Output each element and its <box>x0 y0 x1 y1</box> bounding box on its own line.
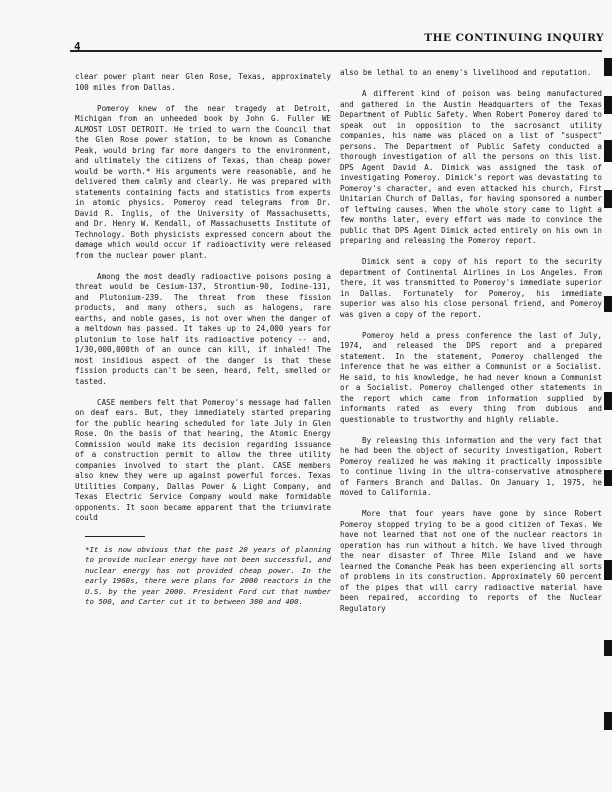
page-number: 4 <box>74 40 81 53</box>
scan-mark <box>604 190 612 208</box>
paragraph: By releasing this information and the very fact that he had been the object of security investigation, Robert Pomeroy realized he was making it practically impossible to continue living in the ultra-conservative atmosphere of Farmers Branch and Dallas. On January 1, 1975, he moved to California. <box>340 435 602 497</box>
scan-mark <box>604 470 612 486</box>
paragraph: A different kind of poison was being manufactured and gathered in the Austin Headquarters of the Texas Department of Public Safety. When Robert Pomeroy dared to speak out in opposition to the sacrosanct utility companies, his name was placed on a list of "suspect" persons. The Department of Public Safety conducted a thorough investigation of all the persons on this list. DPS Agent David A. Dimick was assigned the task of investigating Pomeroy. Dimick's report was devastating to Pomeroy's character, and even attacked his church, First Unitarian Church of Dallas, for having sponsored a number of leftwing causes. When the whole story came to light a few months later, every effort was made to convince the public that DPS Agent Dimick acted entirely on his own in preparing and releasing the Pomeroy report. <box>340 89 602 245</box>
footnote <box>75 545 331 608</box>
paragraph: Pomeroy knew of the near tragedy at Detroit, Michigan from an unheeded book by John G. Fuller WE ALMOST LOST DETROIT. He tried to warn the Council that the Glen Rose power station, to be known as Comanche Peak, would bring far more dangers to the environment, and ultimately the citizens of Texas, than cheap power would be worth.* His arguments were reasonable, and he delivered them calmly and clearly. He was prepared with statements containing facts and statistics from experts in atomic physics. Pomeroy read telegrams from Dr. David R. Inglis, of the University of Massachusetts, and Dr. Henry W. Kendall, of Massachusetts Institute of Technology. Both physicists expressed concern about the damage which would occur if radioactivity were released from the nuclear power plant. <box>75 103 331 260</box>
scan-mark <box>604 140 612 162</box>
paragraph: Dimick sent a copy of his report to the security department of Continental Airlines in Los Angeles. From there, it was transmitted to Pomeroy's immediate superior in Dallas. Fortunately for Pomeroy, his immediate superior was also his close personal friend, and Pomeroy was given a copy of the report. <box>340 257 602 319</box>
header-rule <box>70 50 602 52</box>
scan-mark <box>604 58 612 76</box>
scan-mark <box>604 296 612 312</box>
paragraph: CASE members felt that Pomeroy's message had fallen on deaf ears. But, they immediately started preparing for the public hearing scheduled for late July in Glen Rose. On the basis of that hearing, the Atomic Energy Commission would make its decision regarding issuance of a construction permit to allow the three utility companies involved to start the plant. CASE members also knew they were up against powerful forces. Texas Utilities Company, Dallas Power & Light Company, and Texas Electric Service Company would make formidable opponents. It soon became apparent that the triumvirate could <box>75 397 331 522</box>
paragraph: More that four years have gone by since Robert Pomeroy stopped trying to be a good citizen of Texas. We have not learned that not one of the nuclear reactors in operation has run without a hitch. We have lived through the near disaster of Three Mile Island and we have learned the Comanche Peak has been experiencing all sorts of problems in its construction. Approximately 60 percent of the pipes that will carry radioactive material have been repaired, according to reports of the Nuclear Regulatory <box>340 509 602 613</box>
scan-mark <box>604 96 612 114</box>
right-column <box>340 68 602 625</box>
paragraph: Pomeroy held a press conference the last of July, 1974, and released the DPS report and a prepared statement. In the statement, Pomeroy challenged the inference that he was either a Communist or a Socialist. He said, to his knowledge, he had never known a Communist or a Socialist. Pomeroy challenged other statements in the report which came from information supplied by informants rated as every thing from dubious and questionable to trustworthy and highly reliable. <box>340 330 602 424</box>
paragraph: also be lethal to an enemy's livelihood and reputation. <box>340 68 592 77</box>
running-head: THE CONTINUING INQUIRY <box>424 32 604 44</box>
scan-mark <box>604 640 612 656</box>
scan-mark <box>604 392 612 410</box>
footnote-rule <box>85 536 145 537</box>
paragraph: clear power plant near Glen Rose, Texas, approximately 100 miles from Dallas. <box>75 72 331 92</box>
left-column <box>75 72 331 608</box>
footnote-text: *It is now obvious that the past 20 years of planning to provide nuclear energy have not been successful, and nuclear energy has not provided cheap power. In the early 1960s, there were plans for 2000 reactors in the U.S. by the year 2000. President Ford cut that number to 500, and Carter cut it to between 300 and 400. <box>85 544 331 606</box>
scan-mark <box>604 712 612 730</box>
scan-mark <box>604 560 612 580</box>
paragraph: Among the most deadly radioactive poisons posing a threat would be Cesium-137, Strontium-90, Iodine-131, and Plutonium-239. The threat from these fission products, and many others, such as halogens, rare earths, and noble gases, is not over when the danger of a meltdown has passed. It takes up to 24,000 years for plutonium to lose half its radioactive potency -- and, 1/30,000,000th of an ounce can kill, if inhaled! The most insidious aspect of the danger is that these fission products can't be seen, heard, felt, smelled or tasted. <box>75 271 331 386</box>
